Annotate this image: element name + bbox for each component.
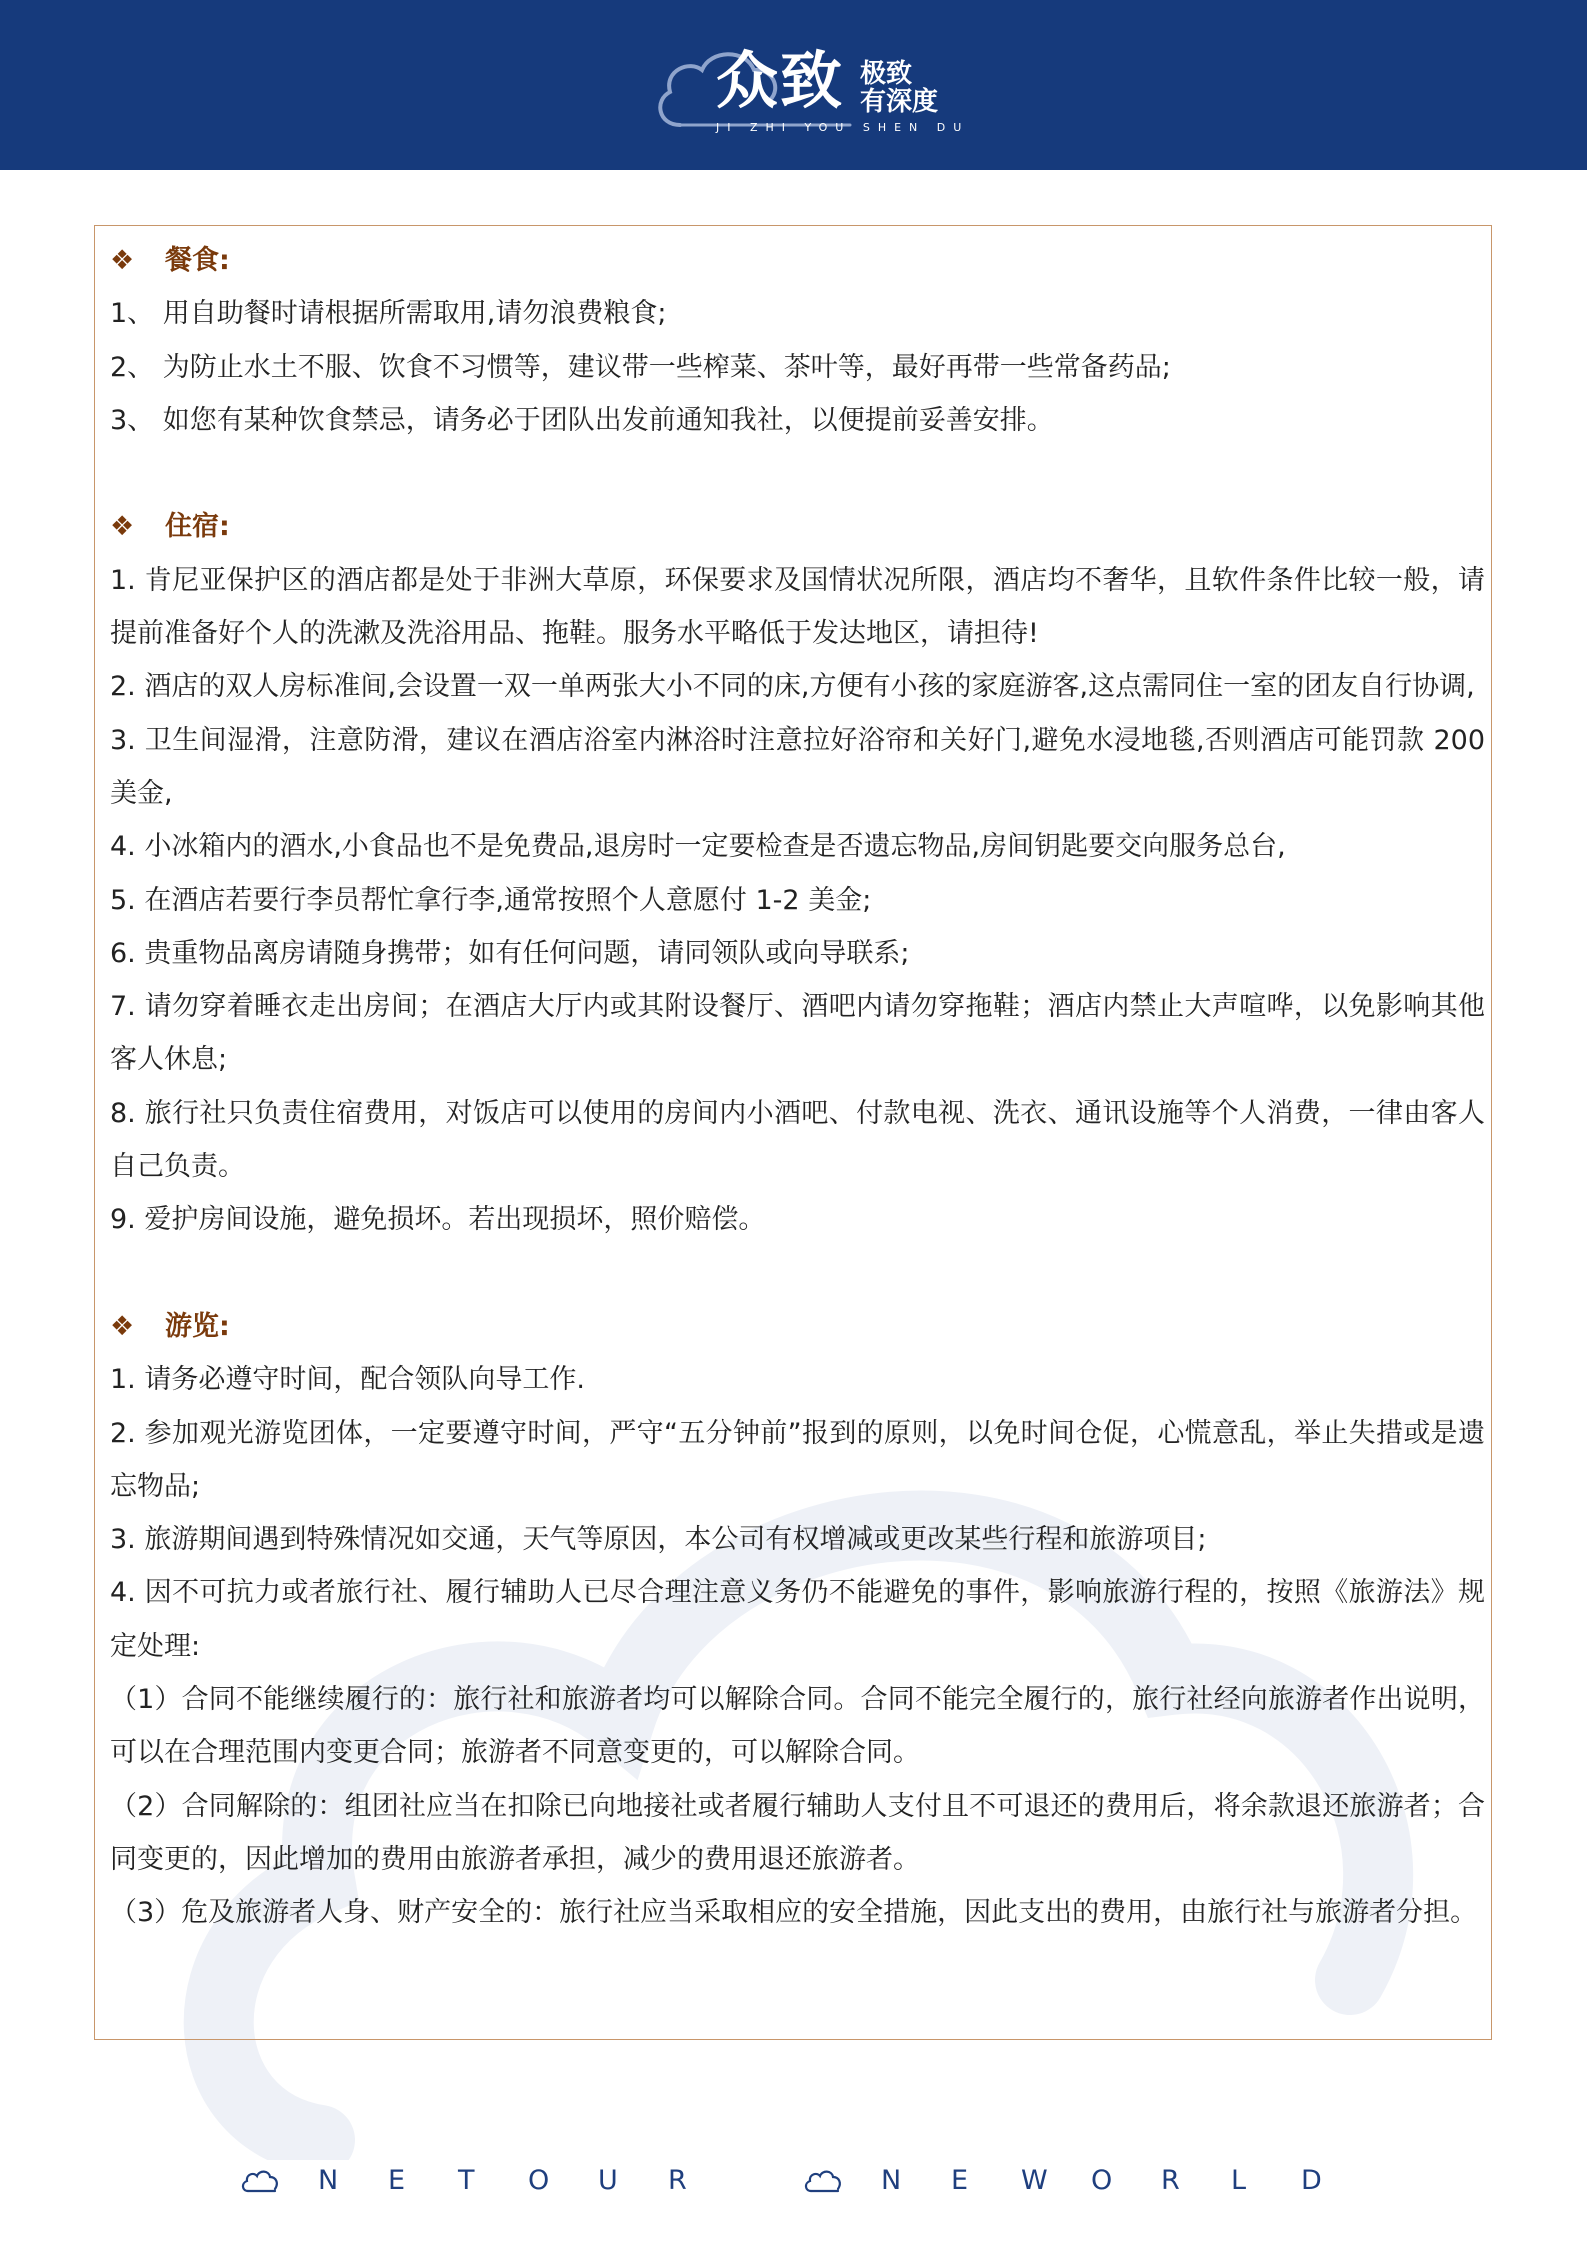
list-item: 2. 酒店的双人房标准间,会设置一双一单两张大小不同的床,方便有小孩的家庭游客,这点需同住一室的团友自行协调, bbox=[110, 671, 1475, 703]
list-item: 6. 贵重物品离房请随身携带；如有任何问题，请同领队或向导联系; bbox=[110, 937, 910, 969]
logo-main-text: 众致 bbox=[716, 44, 845, 117]
footer-letter: N bbox=[881, 2165, 902, 2196]
section-heading-lodging bbox=[110, 500, 1485, 553]
footer-letters-left bbox=[318, 2165, 738, 2196]
footer-letter: E bbox=[388, 2165, 406, 2196]
section-title: 住宿: bbox=[165, 511, 230, 543]
section-gap bbox=[110, 447, 1485, 500]
brand-logo bbox=[650, 30, 970, 142]
list-item: 2、 为防止水土不服、饮食不习惯等，建议带一些榨菜、茶叶等，最好再带一些常备药品; bbox=[110, 351, 1171, 383]
cloud-icon bbox=[803, 2167, 843, 2197]
list-item: （2）合同解除的：组团社应当在扣除已向地接社或者履行辅助人支付且不可退还的费用后，将余款退还旅游者；合同变更的，因此增加的费用由旅游者承担，减少的费用退还旅游者。 bbox=[110, 1790, 1485, 1875]
footer-letter: T bbox=[458, 2165, 475, 2196]
list-item: 3. 卫生间湿滑，注意防滑，建议在酒店浴室内淋浴时注意拉好浴帘和关好门,避免水浸地毯,否则酒店可能罚款 200 美金, bbox=[110, 724, 1485, 809]
diamond-bullet-icon: ❖ bbox=[110, 511, 135, 543]
section-gap bbox=[110, 1247, 1485, 1300]
list-item: 8. 旅行社只负责住宿费用，对饭店可以使用的房间内小酒吧、付款电视、洗衣、通讯设施等个人消费，一律由客人自己负责。 bbox=[110, 1097, 1485, 1183]
list-item: 5. 在酒店若要行李员帮忙拿行李,通常按照个人意愿付 1-2 美金; bbox=[110, 884, 872, 916]
diamond-bullet-icon: ❖ bbox=[110, 245, 135, 276]
footer-letter: O bbox=[528, 2165, 550, 2196]
section-title: 游览: bbox=[165, 1310, 230, 1342]
page-footer bbox=[0, 2155, 1587, 2215]
footer-letter: O bbox=[1091, 2165, 1113, 2196]
list-item: 2. 参加观光游览团体，一定要遵守时间，严守“五分钟前”报到的原则，以免时间仓促，心慌意乱，举止失措或是遗忘物品; bbox=[110, 1417, 1485, 1502]
footer-letters-right bbox=[881, 2165, 1371, 2196]
footer-letter: W bbox=[1021, 2165, 1048, 2196]
logo-side-text-1: 极致 bbox=[860, 59, 913, 89]
footer-letter: R bbox=[668, 2165, 687, 2196]
footer-letter: L bbox=[1231, 2165, 1247, 2196]
list-item: 3. 旅游期间遇到特殊情况如交通，天气等原因，本公司有权增减或更改某些行程和旅游项目; bbox=[110, 1524, 1207, 1556]
footer-letter: U bbox=[598, 2165, 618, 2196]
footer-letter: R bbox=[1161, 2165, 1180, 2196]
list-item: 7. 请勿穿着睡衣走出房间；在酒店大厅内或其附设餐厅、酒吧内请勿穿拖鞋；酒店内禁止大声喧哗，以免影响其他客人休息; bbox=[110, 991, 1485, 1076]
list-item: 3、 如您有某种饮食禁忌，请务必于团队出发前通知我社，以便提前妥善安排。 bbox=[110, 404, 1054, 436]
footer-letter: D bbox=[1301, 2165, 1322, 2196]
diamond-bullet-icon: ❖ bbox=[110, 1310, 135, 1342]
list-item: 1. 肯尼亚保护区的酒店都是处于非洲大草原，环保要求及国情状况所限，酒店均不奢华，且软件条件比较一般，请提前准备好个人的洗漱及洗浴用品、拖鞋。服务水平略低于发达地区，请担待! bbox=[110, 564, 1485, 650]
list-item: 1. 请务必遵守时间，配合领队向导工作. bbox=[110, 1364, 585, 1396]
list-item: 4. 因不可抗力或者旅行社、履行辅助人已尽合理注意义务仍不能避免的事件，影响旅游行程的，按照《旅游法》规定处理: bbox=[110, 1577, 1485, 1662]
page-header bbox=[0, 0, 1587, 170]
list-item: 1、 用自助餐时请根据所需取用,请勿浪费粮食; bbox=[110, 298, 667, 330]
footer-letter: N bbox=[318, 2165, 339, 2196]
section-heading-dining bbox=[110, 234, 1485, 287]
list-item: （1）合同不能继续履行的：旅行社和旅游者均可以解除合同。合同不能完全履行的，旅行社经向旅游者作出说明，可以在合理范围内变更合同；旅游者不同意变更的，可以解除合同。 bbox=[110, 1684, 1485, 1769]
logo-pinyin: JI ZHI YOU SHEN DU bbox=[716, 121, 970, 134]
cloud-icon bbox=[240, 2167, 280, 2197]
list-item: 4. 小冰箱内的酒水,小食品也不是免费品,退房时一定要检查是否遗忘物品,房间钥匙要交向服务总台, bbox=[110, 831, 1286, 863]
section-heading-touring bbox=[110, 1300, 1485, 1353]
list-item: （3）危及旅游者人身、财产安全的：旅行社应当采取相应的安全措施，因此支出的费用，由旅行社与旅游者分担。 bbox=[110, 1897, 1478, 1929]
footer-letter: E bbox=[951, 2165, 969, 2196]
logo-side-text-2: 有深度 bbox=[860, 87, 939, 117]
section-title: 餐食: bbox=[165, 245, 230, 276]
list-item: 9. 爱护房间设施，避免损坏。若出现损坏，照价赔偿。 bbox=[110, 1204, 766, 1236]
notice-content bbox=[110, 234, 1485, 1940]
